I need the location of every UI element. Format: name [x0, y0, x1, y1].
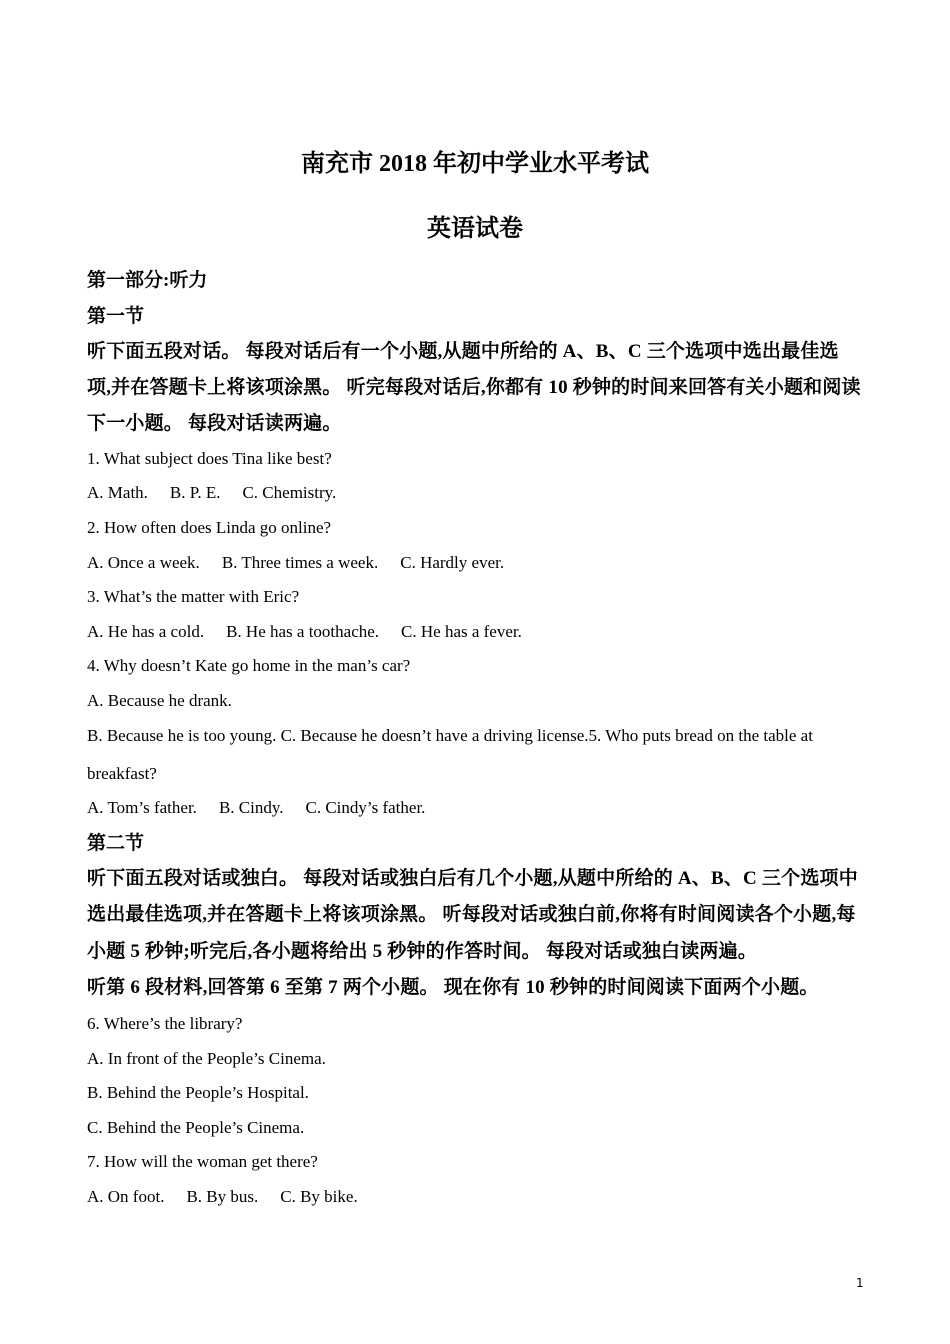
question-stem: 2. How often does Linda go online? [87, 518, 332, 537]
option-line: B. Because he is too young. C. Because he doesn’t have a driving license.5. Who puts bread on the table at [87, 726, 813, 745]
option-b: B. Cindy. [218, 798, 284, 817]
option-b: B. Behind the People’s Hospital. [87, 1083, 309, 1102]
section-heading: 第二节 [87, 833, 145, 854]
option-c: C. Behind the People’s Cinema. [87, 1118, 305, 1137]
option-c: C. Cindy’s father. [305, 798, 426, 817]
page-number: 1 [856, 1276, 864, 1290]
section-instruction-line: 项,并在答题卡上将该项涂黑。 听完每段对话后,你都有 10 秒钟的时间来回答有关小题和阅读 [87, 377, 861, 398]
option-a: A. On foot. [87, 1187, 165, 1206]
question-options [87, 481, 867, 505]
option-c: C. Chemistry. [242, 483, 337, 502]
question-stem: 1. What subject does Tina like best? [87, 449, 332, 468]
exam-title: 南充市 2018 年初中学业水平考试 [301, 151, 649, 177]
option-b: B. He has a toothache. [226, 622, 380, 641]
material-intro: 听第 6 段材料,回答第 6 至第 7 两个小题。 现在你有 10 秒钟的时间阅读下面两个小题。 [87, 977, 819, 998]
option-a: A. He has a cold. [87, 622, 205, 641]
part-heading: 第一部分:听力 [87, 270, 208, 291]
section-instruction-line: 听下面五段对话。 每段对话后有一个小题,从题中所给的 A、B、C 三个选项中选出最佳选 [87, 341, 839, 362]
question-options [87, 620, 867, 644]
option-a: A. Math. [87, 483, 148, 502]
option-a: A. Once a week. [87, 553, 200, 572]
option-b: B. P. E. [169, 483, 221, 502]
question-stem: 7. How will the woman get there? [87, 1152, 318, 1171]
section-heading: 第一节 [87, 306, 145, 327]
section-instruction-line: 选出最佳选项,并在答题卡上将该项涂黑。 听每段对话或独白前,你将有时间阅读各个小题,每 [87, 904, 856, 925]
option-a: A. In front of the People’s Cinema. [87, 1049, 326, 1068]
option-a: A. Because he drank. [87, 691, 232, 710]
question-stem: 3. What’s the matter with Eric? [87, 587, 300, 606]
section-instruction-line: 下一小题。 每段对话读两遍。 [87, 413, 342, 434]
option-c: C. By bike. [280, 1187, 358, 1206]
option-b: B. By bus. [186, 1187, 259, 1206]
question-options [87, 796, 867, 820]
section-instruction-line: 听下面五段对话或独白。 每段对话或独白后有几个小题,从题中所给的 A、B、C 三个选项中 [87, 868, 858, 889]
question-stem: 4. Why doesn’t Kate go home in the man’s car? [87, 656, 411, 675]
option-a: A. Tom’s father. [87, 798, 197, 817]
option-b: B. Three times a week. [221, 553, 379, 572]
question-options [87, 551, 867, 575]
section-instruction-line: 小题 5 秒钟;听完后,各小题将给出 5 秒钟的作答时间。 每段对话或独白读两遍。 [87, 941, 758, 962]
question-options [87, 1185, 867, 1209]
question-continuation: breakfast? [87, 764, 157, 783]
exam-subtitle: 英语试卷 [427, 216, 523, 242]
option-c: C. Hardly ever. [400, 553, 505, 572]
option-c: C. He has a fever. [401, 622, 522, 641]
question-stem: 6. Where’s the library? [87, 1014, 243, 1033]
